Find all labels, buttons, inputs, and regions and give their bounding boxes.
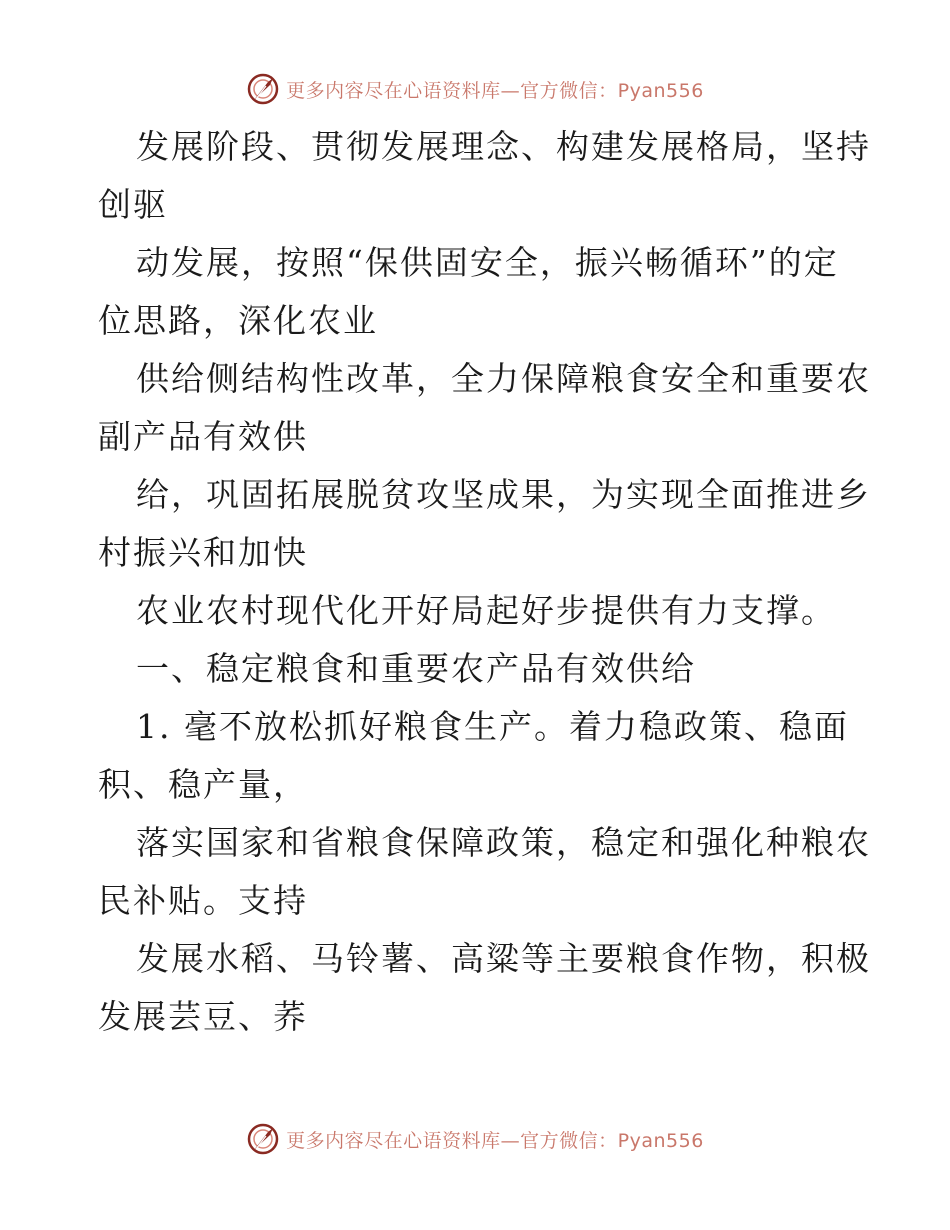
text-line: 供给侧结构性改革，全力保障粮食安全和重要农 (136, 359, 871, 398)
text-line: 1. 毫不放松抓好粮食生产。着力稳政策、稳面 (136, 707, 849, 746)
document-body (98, 118, 871, 1046)
text-line: 一、稳定粮食和重要农产品有效供给 (136, 649, 696, 688)
header-watermark-text: 更多内容尽在心语资料库—官方微信：Pyan556 (286, 79, 704, 102)
text-line: 民补贴。支持 (98, 881, 308, 920)
text-line: 发展水稻、马铃薯、高粱等主要粮食作物，积极 (136, 939, 871, 978)
header-watermark-id: Pyan556 (617, 79, 704, 102)
text-line: 副产品有效供 (98, 417, 308, 456)
footer-watermark-text: 更多内容尽在心语资料库—官方微信：Pyan556 (286, 1129, 704, 1152)
header-watermark (0, 72, 950, 106)
text-line: 发展芸豆、荞 (98, 997, 308, 1036)
text-line: 落实国家和省粮食保障政策，稳定和强化种粮农 (136, 823, 871, 862)
text-line: 积、稳产量， (98, 765, 308, 804)
text-line: 发展阶段、贯彻发展理念、构建发展格局，坚持 (136, 127, 871, 166)
text-line: 给，巩固拓展脱贫攻坚成果，为实现全面推进乡 (136, 475, 871, 514)
text-line: 位思路，深化农业 (98, 301, 378, 340)
text-line: 创驱 (98, 185, 168, 224)
footer-watermark (0, 1122, 950, 1156)
text-line: 动发展，按照“保供固安全，振兴畅循环”的定 (136, 243, 839, 282)
footer-watermark-id: Pyan556 (617, 1129, 704, 1152)
quill-logo-icon (246, 72, 280, 106)
text-line: 村振兴和加快 (98, 533, 308, 572)
text-line: 农业农村现代化开好局起好步提供有力支撑。 (136, 591, 836, 630)
quill-logo-icon (246, 1122, 280, 1156)
